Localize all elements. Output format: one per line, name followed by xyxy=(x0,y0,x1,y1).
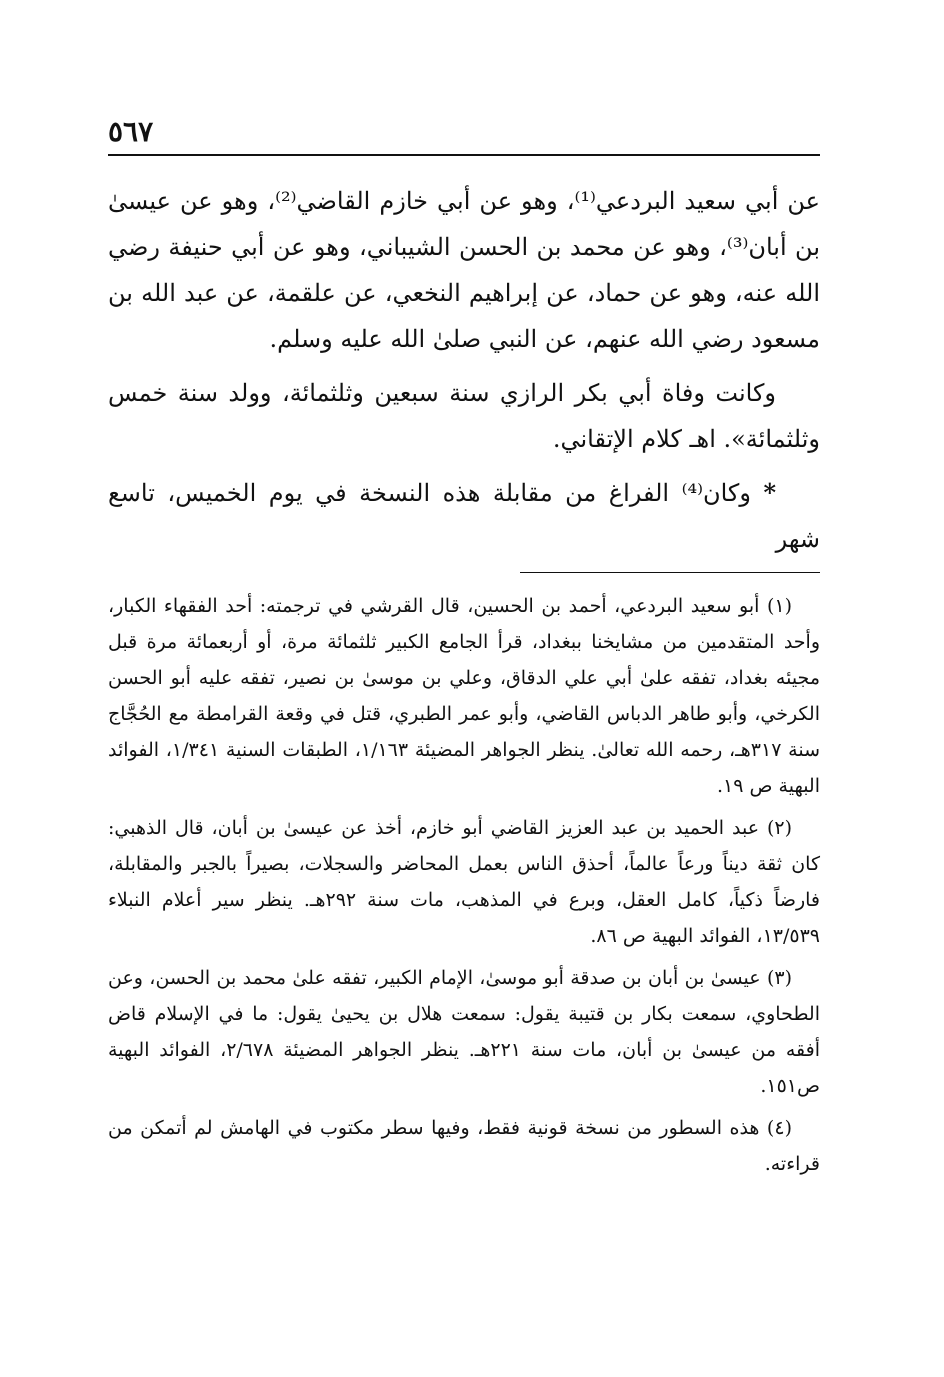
footnote-2: (٢) عبد الحميد بن عبد العزيز القاضي أبو خازم، أخذ عن عيسىٰ بن أبان، قال الذهبي: كان ثقة ديناً ورعاً عالماً، أحذق الناس بعمل المحاضر والسجلات، بصيراً بالجبر والمقابلة، فارضاً ذكياً، كامل العقل، وبرع في المذهب، مات سنة ٢٩٢هـ. ينظر سير أعلام النبلاء ١٣/٥٣٩، الفوائد البهية ص ٨٦. xyxy=(108,817,821,947)
footnote-3: (٣) عيسىٰ بن أبان بن صدقة أبو موسىٰ، الإمام الكبير، تفقه علىٰ محمد بن الحسن، وعن الطحاوي، سمعت بكار بن قتيبة يقول: سمعت هلال بن يحيىٰ يقول: ما في الإسلام قاض أفقه من عيسىٰ بن أبان، مات سنة ٢٢١هـ. ينظر الجواهر المضيئة ٢/٦٧٨، الفوائد البهية ص١٥١. xyxy=(108,967,820,1097)
page-header xyxy=(108,110,820,156)
body-paragraph-2: وكانت وفاة أبي بكر الرازي سنة سبعين وثلثمائة، وولد سنة خمس وثلثمائة». اهـ كلام الإتقاني. xyxy=(108,379,820,453)
footnote-4: (٤) هذه السطور من نسخة قونية فقط، وفيها سطر مكتوب في الهامش لم أتمكن من قراءته. xyxy=(108,1117,820,1175)
asterisk-marker: * xyxy=(763,478,776,507)
body-paragraph-1: عن أبي سعيد البردعي⁽¹⁾، وهو عن أبي خازم القاضي⁽²⁾، وهو عن عيسىٰ بن أبان⁽³⁾، وهو عن محمد بن الحسن الشيباني، وهو عن أبي حنيفة رضي الله عنه، وهو عن حماد، عن إبراهيم النخعي، عن علقمة، عن عبد الله بن مسعود رضي الله عنهم، عن النبي صلىٰ الله عليه وسلم. xyxy=(108,187,820,353)
footnotes xyxy=(108,588,820,1188)
body-paragraph-3-text: وكان⁽⁴⁾ الفراغ من مقابلة هذه النسخة في يوم الخميس، تاسع شهر xyxy=(108,479,820,553)
page-number: ٥٦٧ xyxy=(108,115,154,148)
body-paragraph-3 xyxy=(108,470,820,562)
main-text xyxy=(108,178,820,570)
footnote-separator xyxy=(520,572,820,573)
footnote-1: (١) أبو سعيد البردعي، أحمد بن الحسين، قال القرشي في ترجمته: أحد الفقهاء الكبار، وأحد المتقدمين من مشايخنا ببغداد، قرأ الجامع الكبير ثلثمائة مرة، أو أربعمائة مرة قبل مجيئه بغداد، تفقه علىٰ أبي علي الدقاق، وعلي بن موسىٰ بن نصير، تفقه عليه أبو الحسن الكرخي، وأبو طاهر الدباس القاضي، وأبو عمر الطبري، قتل في وقعة القرامطة مع الحُجَّاج سنة ٣١٧هـ، رحمه الله تعالىٰ. ينظر الجواهر المضيئة ١/١٦٣، الطبقات السنية ١/٣٤١، الفوائد البهية ص ١٩. xyxy=(108,595,820,797)
